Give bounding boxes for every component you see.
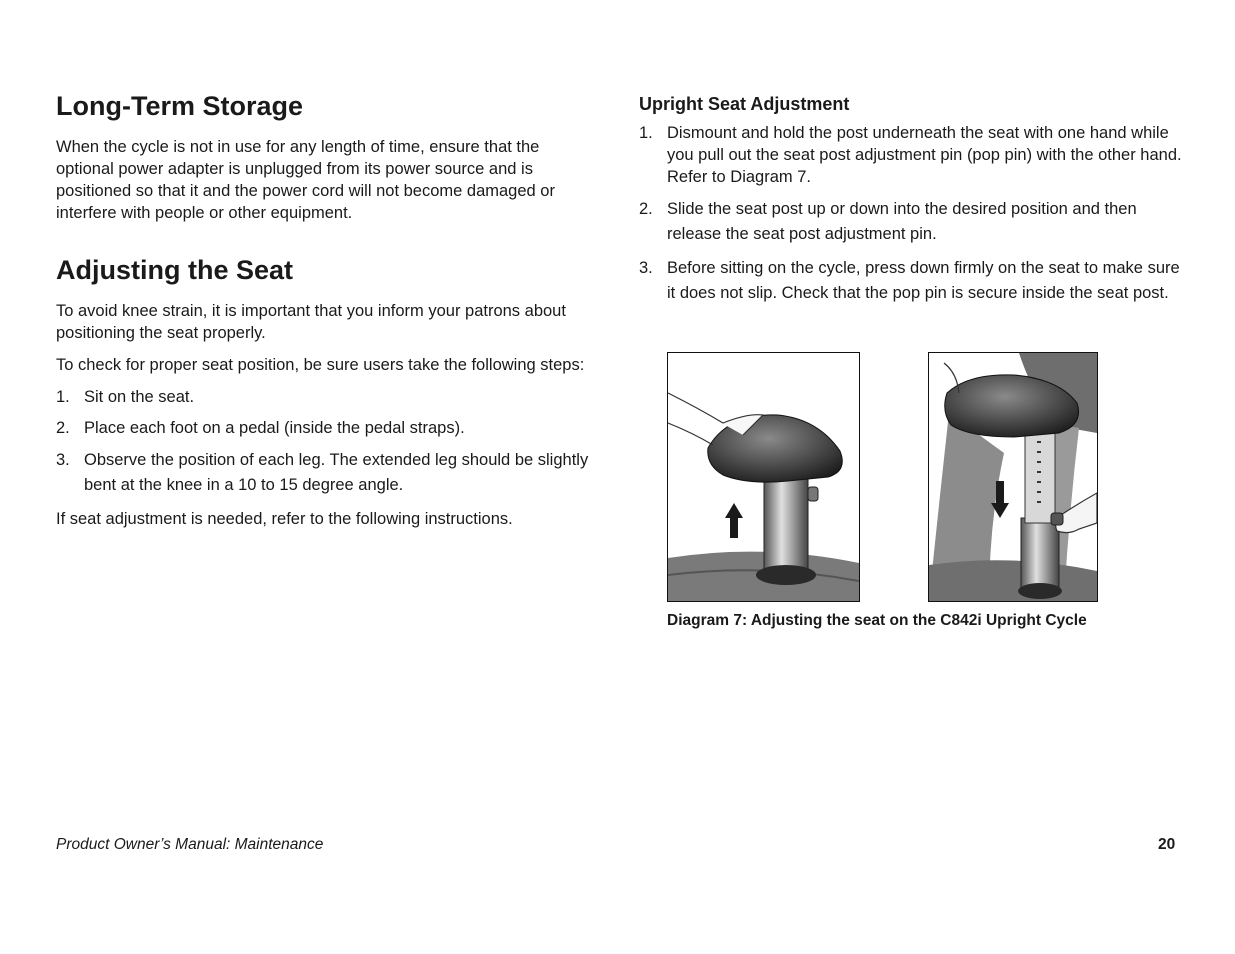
seat-outro-paragraph: If seat adjustment is needed, refer to the following instructions. <box>56 510 513 528</box>
list-item: 1. Sit on the seat. <box>56 388 195 406</box>
upright-steps-list <box>639 122 1184 306</box>
footer-manual-title: Product Owner’s Manual: Maintenance <box>56 836 324 853</box>
list-item: 3. Before sitting on the cycle, press down firmly on the seat to make sure it does not slip. Check that the pop pin is secure inside the seat post. <box>639 259 1180 302</box>
seat-check-paragraph: To check for proper seat position, be sure users take the following steps: <box>56 356 585 374</box>
seat-down-illustration <box>928 352 1098 602</box>
storage-paragraph: When the cycle is not in use for any length of time, ensure that the optional power adapter is unplugged from its power source and is positioned so that it and the power cord will not become damaged or interfere with people or other equipment. <box>56 138 555 222</box>
seat-up-illustration <box>667 352 860 602</box>
left-column <box>56 88 591 540</box>
storage-heading: Long-Term Storage <box>56 91 304 121</box>
upright-heading: Upright Seat Adjustment <box>639 94 850 114</box>
seat-intro-paragraph: To avoid knee strain, it is important that you inform your patrons about positioning the seat properly. <box>56 302 566 342</box>
seat-steps-list <box>56 386 591 498</box>
page-number: 20 <box>1158 836 1176 853</box>
list-item: 2. Place each foot on a pedal (inside the pedal straps). <box>56 419 465 437</box>
diagram-caption: Diagram 7: Adjusting the seat on the C842i Upright Cycle <box>667 612 1087 629</box>
seat-heading: Adjusting the Seat <box>56 255 294 285</box>
right-column <box>639 92 1184 306</box>
list-item: 2. Slide the seat post up or down into the desired position and then release the seat post adjustment pin. <box>639 200 1137 243</box>
list-item: 3. Observe the position of each leg. The extended leg should be slightly bent at the knee in a 10 to 15 degree angle. <box>56 451 589 494</box>
list-item: 1. Dismount and hold the post underneath the seat with one hand while you pull out the seat post adjustment pin (pop pin) with the other hand. Refer to Diagram 7. <box>639 124 1182 186</box>
